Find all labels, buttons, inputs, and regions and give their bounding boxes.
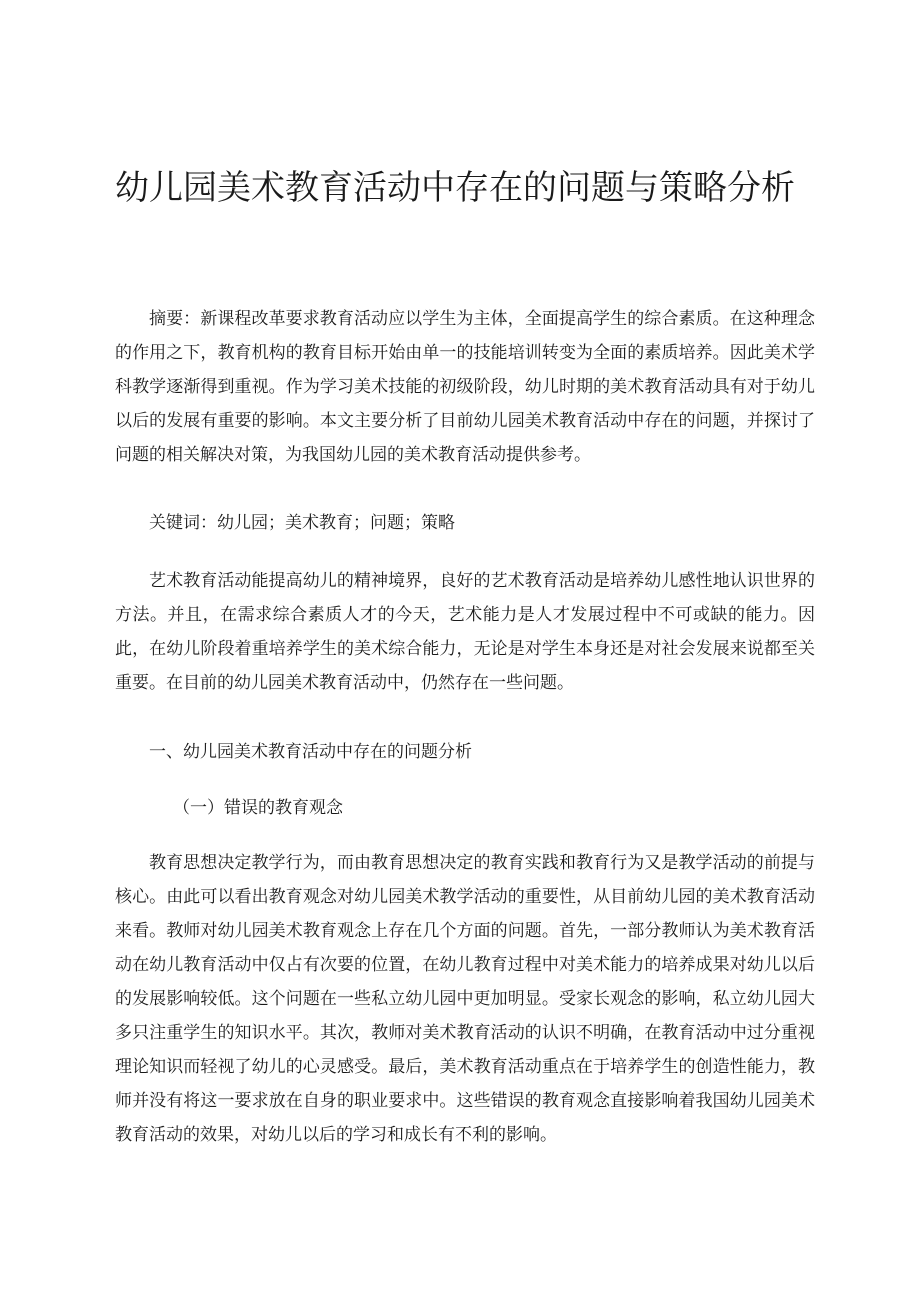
- intro-paragraph: 艺术教育活动能提高幼儿的精神境界，良好的艺术教育活动是培养幼儿感性地认识世界的方法。并且，在需求综合素质人才的今天，艺术能力是人才发展过程中不可或缺的能力。因此，在幼儿阶段着重培养学生的美术综合能力，无论是对学生本身还是对社会发展来说都至关重要。在目前的幼儿园美术教育活动中，仍然存在一些问题。: [115, 571, 815, 693]
- subsection-1-paragraph: 教育思想决定教学行为，而由教育思想决定的教育实践和教育行为又是教学活动的前提与核心。由此可以看出教育观念对幼儿园美术教学活动的重要性，从目前幼儿园的美术教育活动来看。教师对幼儿园美术教育观念上存在几个方面的问题。首先，一部分教师认为美术教育活动在幼儿教育活动中仅占有次要的位置，在幼儿教育过程中对美术能力的培养成果对幼儿以后的发展影响较低。这个问题在一些私立幼儿园中更加明显。受家长观念的影响，私立幼儿园大多只注重学生的知识水平。其次，教师对美术教育活动的认识不明确，在教育活动中过分重视理论知识而轻视了幼儿的心灵感受。最后，美术教育活动重点在于培养学生的创造性能力，教师并没有将这一要求放在自身的职业要求中。这些错误的教育观念直接影响着我国幼儿园美术教育活动的效果，对幼儿以后的学习和成长有不利的影响。: [115, 853, 815, 1145]
- subsection-heading-1: [115, 791, 815, 825]
- document-title: 幼儿园美术教育活动中存在的问题与策略分析: [115, 168, 795, 208]
- section-heading-1: 一、幼儿园美术教育活动中存在的问题分析: [149, 742, 472, 762]
- subsection-heading-1-text: （一）错误的教育观念: [173, 798, 343, 818]
- abstract-paragraph: 摘要：新课程改革要求教育活动应以学生为主体，全面提高学生的综合素质。在这种理念的作用之下，教育机构的教育目标开始由单一的技能培训转变为全面的素质培养。因此美术学科教学逐渐得到重视。作为学习美术技能的初级阶段，幼儿时期的美术教育活动具有对于幼儿以后的发展有重要的影响。本文主要分析了目前幼儿园美术教育活动中存在的问题，并探讨了问题的相关解决对策，为我国幼儿园的美术教育活动提供参考。: [115, 309, 815, 465]
- keywords-line: 关键词：幼儿园；美术教育；问题；策略: [149, 513, 455, 533]
